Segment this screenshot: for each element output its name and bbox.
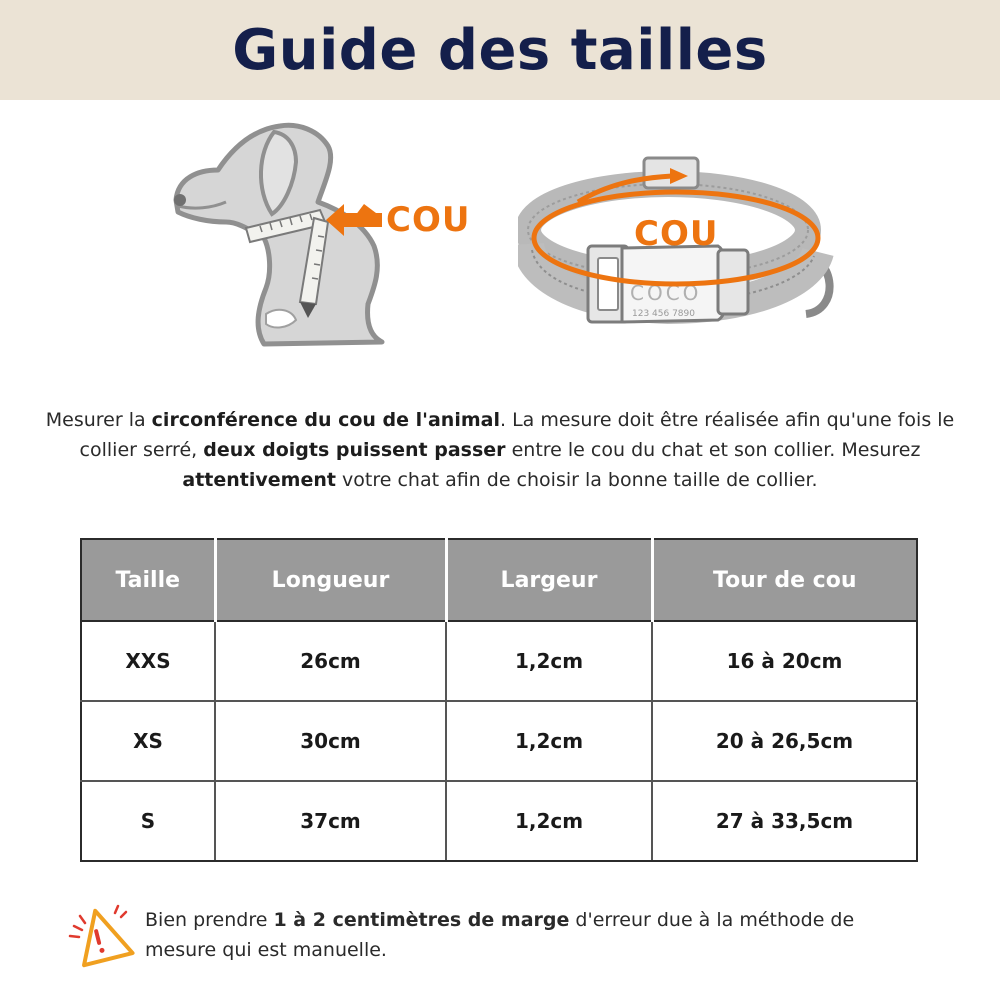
table-row (81, 781, 917, 861)
table-cell: 20 à 26,5cm (652, 701, 917, 781)
table-cell: 26cm (215, 621, 446, 701)
instruction-bold: circonférence du cou de l'animal (151, 409, 500, 431)
table-header-row (81, 539, 917, 621)
column-header: Taille (81, 539, 215, 621)
instruction-bold: deux doigts puissent passer (203, 439, 506, 461)
margin-note (145, 905, 925, 965)
table-cell: 27 à 33,5cm (652, 781, 917, 861)
note-bold: 1 à 2 centimètres de marge (273, 909, 570, 931)
table-cell: 16 à 20cm (652, 621, 917, 701)
note-text: Bien prendre (145, 909, 274, 931)
size-table (80, 538, 918, 862)
header-band (0, 0, 1000, 100)
table-cell: 1,2cm (446, 781, 652, 861)
table-cell: 30cm (215, 701, 446, 781)
tag-name-text: COCO (630, 281, 702, 305)
table-cell: XXS (81, 621, 215, 701)
dog-neck-label: COU (386, 200, 471, 240)
instruction-text: votre chat afin de choisir la bonne taille de collier. (335, 469, 818, 491)
instruction-text: . La mesure doit être réalisée afin qu'une fois le collier serré, (79, 409, 955, 461)
column-header: Tour de cou (652, 539, 917, 621)
collar-neck-label: COU (634, 214, 719, 254)
table-cell: XS (81, 701, 215, 781)
table-row (81, 621, 917, 701)
page-title: Guide des tailles (232, 17, 768, 83)
table-cell: 1,2cm (446, 621, 652, 701)
instruction-bold: attentivement (182, 469, 336, 491)
instruction-text: entre le cou du chat et son collier. Mesurez (505, 439, 921, 461)
instruction-text: Mesurer la (45, 409, 152, 431)
column-header: Largeur (446, 539, 652, 621)
tag-number-text: 123 456 7890 (632, 309, 695, 319)
note-text: d'erreur due à la méthode de mesure qui est manuelle. (145, 909, 855, 961)
column-header: Longueur (215, 539, 446, 621)
warning-icon (66, 902, 136, 968)
table-cell: S (81, 781, 215, 861)
table-row (81, 701, 917, 781)
table-cell: 37cm (215, 781, 446, 861)
measurement-instructions (30, 405, 970, 495)
table-cell: 1,2cm (446, 701, 652, 781)
